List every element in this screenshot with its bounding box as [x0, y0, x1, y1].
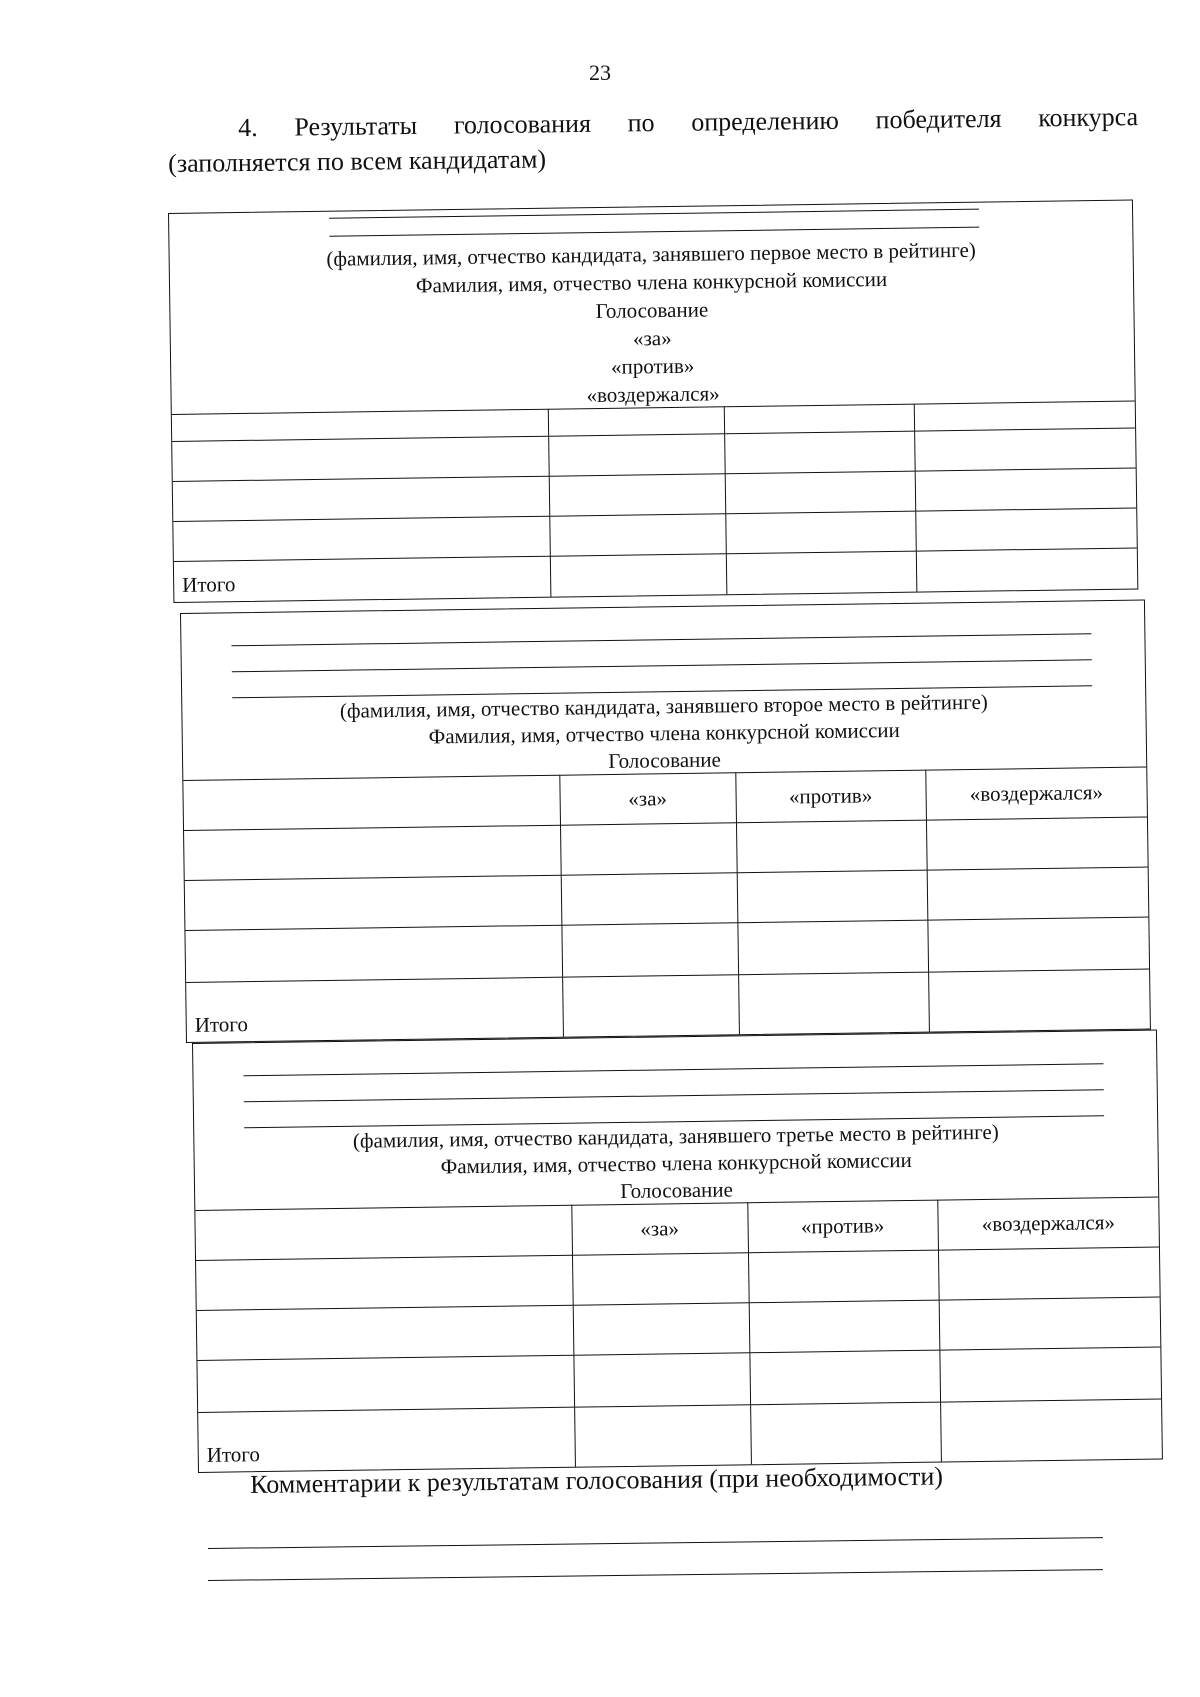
voting-label: Голосование	[595, 297, 709, 324]
table-cell[interactable]	[573, 1302, 750, 1354]
section-heading	[168, 102, 1139, 180]
table-cell[interactable]	[196, 1255, 573, 1310]
member-caption: Фамилия, имя, отчество члена конкурсной комиссии	[428, 717, 900, 749]
total-for-cell[interactable]	[574, 1404, 751, 1466]
candidate-caption: (фамилия, имя, отчество кандидата, занявшего второе место в рейтинге)	[339, 689, 988, 723]
member-caption: Фамилия, имя, отчество члена конкурсной комиссии	[440, 1147, 912, 1179]
vote-against-header: «против»	[735, 770, 926, 823]
vote-against-label: «против»	[610, 353, 695, 379]
heading-word: голосования	[453, 108, 592, 140]
heading-word: Результаты	[294, 110, 418, 142]
table-cell[interactable]	[184, 825, 561, 880]
table-cell[interactable]	[736, 820, 927, 873]
vote-table	[183, 766, 1150, 1042]
vote-table	[172, 400, 1138, 602]
heading-word: победителя	[875, 103, 1002, 135]
heading-number: 4.	[238, 112, 258, 143]
comment-line[interactable]	[208, 1537, 1103, 1549]
heading-line-2: (заполняется по всем кандидатам)	[168, 144, 547, 178]
table-cell[interactable]	[172, 436, 549, 481]
table-cell[interactable]	[549, 513, 726, 555]
member-caption: Фамилия, имя, отчество члена конкурсной комиссии	[415, 266, 888, 298]
heading-word: по	[627, 108, 655, 138]
table-cell[interactable]	[185, 925, 562, 982]
page-number: 23	[589, 60, 611, 85]
table-cell[interactable]	[572, 1252, 749, 1304]
vote-against-header: «против»	[747, 1200, 938, 1253]
table-cell[interactable]	[725, 471, 916, 514]
table-cell[interactable]	[749, 1350, 940, 1405]
candidate-name-line[interactable]	[243, 1063, 1103, 1076]
candidate-name-line[interactable]	[232, 659, 1092, 672]
table-cell	[183, 775, 560, 830]
table-cell[interactable]	[173, 516, 550, 561]
table-cell[interactable]	[939, 1347, 1161, 1402]
total-against-cell[interactable]	[750, 1402, 941, 1465]
comments-label: Комментарии к результатам голосования (при необходимости)	[250, 1461, 944, 1499]
total-label: Итого	[198, 1407, 575, 1472]
table-cell[interactable]	[573, 1352, 750, 1406]
vote-for-header: «за»	[559, 772, 736, 824]
table-cell[interactable]	[926, 817, 1148, 870]
total-abstain-cell[interactable]	[916, 548, 1138, 592]
total-label: Итого	[186, 977, 563, 1042]
vote-for-label: «за»	[632, 325, 672, 351]
table-cell[interactable]	[914, 401, 1135, 431]
heading-word: определению	[691, 105, 840, 137]
table-cell[interactable]	[548, 406, 724, 435]
candidate-caption: (фамилия, имя, отчество кандидата, занявшего первое место в рейтинге)	[326, 237, 976, 271]
candidate-name-line[interactable]	[329, 209, 979, 219]
table-cell[interactable]	[749, 1300, 940, 1353]
total-label: Итого	[174, 556, 551, 602]
heading-word: конкурса	[1038, 102, 1139, 133]
table-cell[interactable]	[549, 473, 726, 515]
candidate-caption: (фамилия, имя, отчество кандидата, занявшего третье место в рейтинге)	[352, 1119, 999, 1153]
table-cell[interactable]	[197, 1355, 574, 1412]
table-cell[interactable]	[560, 822, 737, 874]
total-for-cell[interactable]	[550, 553, 727, 596]
voting-block-second-place	[180, 600, 1151, 1043]
table-cell[interactable]	[938, 1247, 1160, 1300]
voting-label: Голосование	[608, 747, 722, 774]
table-cell[interactable]	[173, 476, 550, 521]
table-cell[interactable]	[914, 428, 1136, 471]
voting-label: Голосование	[620, 1177, 734, 1204]
table-cell[interactable]	[197, 1305, 574, 1360]
vote-abstain-header: «воздержался»	[937, 1197, 1159, 1250]
table-cell[interactable]	[915, 508, 1137, 551]
candidate-name-line[interactable]	[244, 1089, 1104, 1102]
table-cell[interactable]	[185, 875, 562, 930]
table-cell[interactable]	[561, 872, 738, 924]
table-cell[interactable]	[725, 511, 916, 554]
table-cell[interactable]	[724, 404, 914, 434]
total-for-cell[interactable]	[562, 974, 739, 1036]
total-abstain-cell[interactable]	[928, 969, 1150, 1032]
table-cell[interactable]	[748, 1250, 939, 1303]
table-cell[interactable]	[927, 917, 1149, 972]
table-cell[interactable]	[737, 870, 928, 923]
table-cell[interactable]	[724, 431, 915, 474]
table-cell	[195, 1205, 572, 1260]
vote-abstain-label: «воздержался»	[586, 381, 720, 408]
voting-block-first-place	[168, 200, 1138, 603]
table-cell[interactable]	[561, 922, 738, 976]
candidate-name-line[interactable]	[329, 227, 979, 237]
total-abstain-cell[interactable]	[940, 1399, 1162, 1462]
candidate-name-line[interactable]	[231, 633, 1091, 646]
table-cell[interactable]	[927, 867, 1149, 920]
vote-for-header: «за»	[571, 1202, 748, 1254]
comment-line[interactable]	[208, 1569, 1103, 1581]
table-cell[interactable]	[915, 468, 1137, 511]
vote-table	[195, 1196, 1162, 1472]
total-against-cell[interactable]	[738, 972, 929, 1035]
table-cell[interactable]	[737, 920, 928, 975]
total-against-cell[interactable]	[726, 551, 917, 595]
vote-abstain-header: «воздержался»	[925, 767, 1147, 820]
voting-block-third-place	[192, 1030, 1163, 1473]
table-cell[interactable]	[548, 433, 725, 475]
table-cell[interactable]	[939, 1297, 1161, 1350]
